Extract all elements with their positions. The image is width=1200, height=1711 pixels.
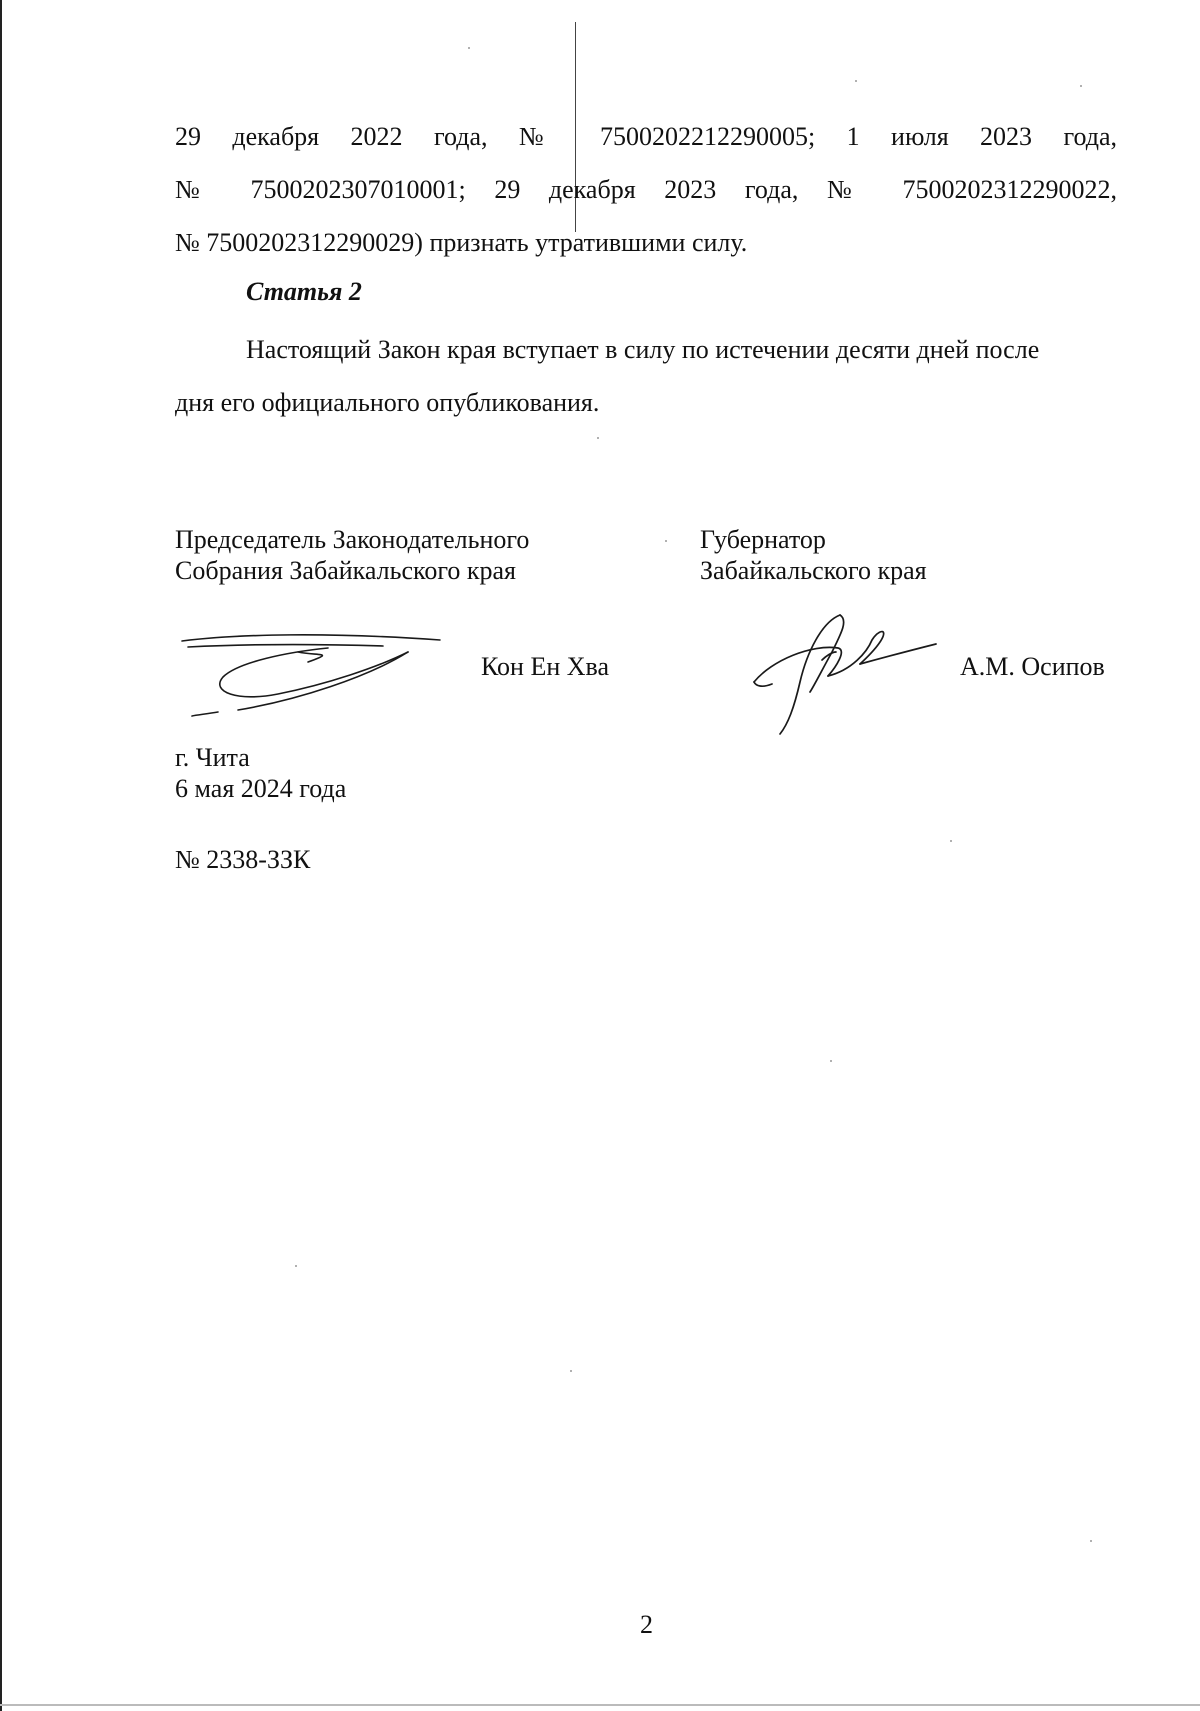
text-line: 29 декабря 2022 года, № 7500202212290005; 1 июля 2023 года, [175, 122, 1117, 151]
scan-edge-left [0, 0, 2, 1711]
date: 6 мая 2024 года [175, 774, 347, 803]
scan-speck [1090, 1540, 1092, 1542]
place-and-date [175, 742, 346, 804]
scan-speck [597, 437, 599, 439]
title-line: Собрания Забайкальского края [175, 556, 516, 585]
right-signatory-name: А.М. Осипов [960, 652, 1105, 681]
scan-speck [950, 840, 952, 842]
title-line: Председатель Законодательного [175, 525, 530, 554]
text-line: № 7500202312290029) признать утратившими силу. [175, 228, 748, 257]
text-line: № 7500202307010001; 29 декабря 2023 года, № 7500202312290022, [175, 175, 1117, 204]
title-line: Забайкальского края [700, 556, 927, 585]
text-line: дня его официального опубликования. [175, 388, 600, 417]
right-signature [752, 612, 940, 740]
left-signature [178, 622, 448, 717]
continuation-paragraph [175, 110, 1117, 269]
law-number: № 2338-ЗЗК [175, 845, 311, 874]
scan-speck [570, 1370, 572, 1372]
text-line: Настоящий Закон края вступает в силу по истечении десяти дней после [246, 335, 1040, 364]
left-signatory-name: Кон Ен Хва [481, 652, 610, 681]
scan-edge-bottom [0, 1704, 1200, 1706]
right-signatory-title [700, 524, 927, 586]
scan-speck [1080, 85, 1082, 87]
scan-speck [855, 80, 857, 82]
page-number: 2 [640, 1610, 653, 1639]
article-heading: Статья 2 [246, 277, 362, 306]
scan-speck [665, 540, 667, 542]
scan-speck [830, 1060, 832, 1062]
scan-speck [468, 47, 470, 49]
place: г. Чита [175, 743, 250, 772]
left-signatory-title [175, 524, 529, 586]
article-paragraph [175, 323, 1117, 429]
title-line: Губернатор [700, 525, 826, 554]
scan-speck [295, 1265, 297, 1267]
